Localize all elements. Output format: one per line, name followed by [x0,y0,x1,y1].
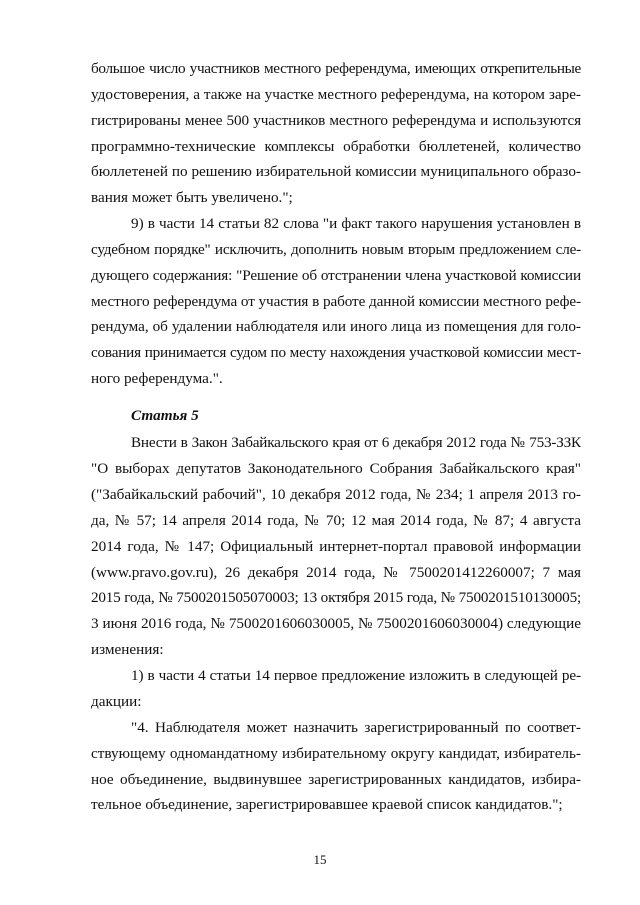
text-line: изменения: [91,641,164,658]
text-line: судебном порядке" исключить, дополнить новым вторым предложением сле- [91,241,581,258]
text-line: ствующему одномандатному избирательному округу кандидат, избиратель- [91,745,581,762]
text-line: Внести в Закон Забайкальского края от 6 декабря 2012 года № 753-ЗЗК [131,434,581,451]
text-line: большое число участников местного референдума, имеющих открепительные [91,60,581,77]
text-line: (www.pravo.gov.ru), 26 декабря 2014 года, № 7500201412260007; 7 мая [91,564,581,581]
text-line: бюллетеней по решению избирательной комиссии муниципального образо- [91,163,581,180]
text-line: тельное объединение, зарегистрировавшее краевой список кандидатов."; [91,796,563,813]
text-line: дакции: [91,693,142,710]
text-line: 9) в части 14 статьи 82 слова "и факт такого нарушения установлен в [131,215,581,232]
text-line: гистрированы менее 500 участников местного референдума и используются [91,112,581,129]
text-line: вания может быть увеличено."; [91,189,293,206]
text-line: 2015 года, № 7500201505070003; 13 октября 2015 года, № 7500201510130005; [91,589,581,606]
text-line: ("Забайкальский рабочий", 10 декабря 2012 года, № 234; 1 апреля 2013 го- [91,486,581,503]
text-line: 2014 года, № 147; Официальный интернет-портал правовой информации [91,538,581,555]
text-line: удостоверения, а также на участке местного референдума, на котором заре- [91,86,581,103]
text-line: ное объединение, выдвинувшее зарегистрированных кандидатов, избира- [91,771,581,788]
text-line: "О выборах депутатов Законодательного Собрания Забайкальского края" [91,460,581,477]
text-line: местного референдума от участия в работе данной комиссии местного рефе- [91,293,581,310]
text-line: рендума, об удалении наблюдателя или иного лица из помещения для голо- [91,318,581,335]
text-line: да, № 57; 14 апреля 2014 года, № 70; 12 мая 2014 года, № 87; 4 августа [91,512,581,529]
page-number: 15 [313,852,327,867]
text-line: 1) в части 4 статьи 14 первое предложение изложить в следующей ре- [131,667,581,684]
text-line: ного референдума.". [91,370,223,387]
text-line: "4. Наблюдателя может назначить зарегистрированный по соответ- [131,719,581,736]
text-line: дующего содержания: "Решение об отстранении члена участковой комиссии [91,267,581,284]
text-line: сования принимается судом по месту нахождения участковой комиссии мест- [91,344,581,361]
text-line: программно-технические комплексы обработки бюллетеней, количество [91,138,581,155]
article-heading: Статья 5 [131,407,199,424]
text-line: 3 июня 2016 года, № 7500201606030005, № 7500201606030004) следующие [91,615,581,632]
